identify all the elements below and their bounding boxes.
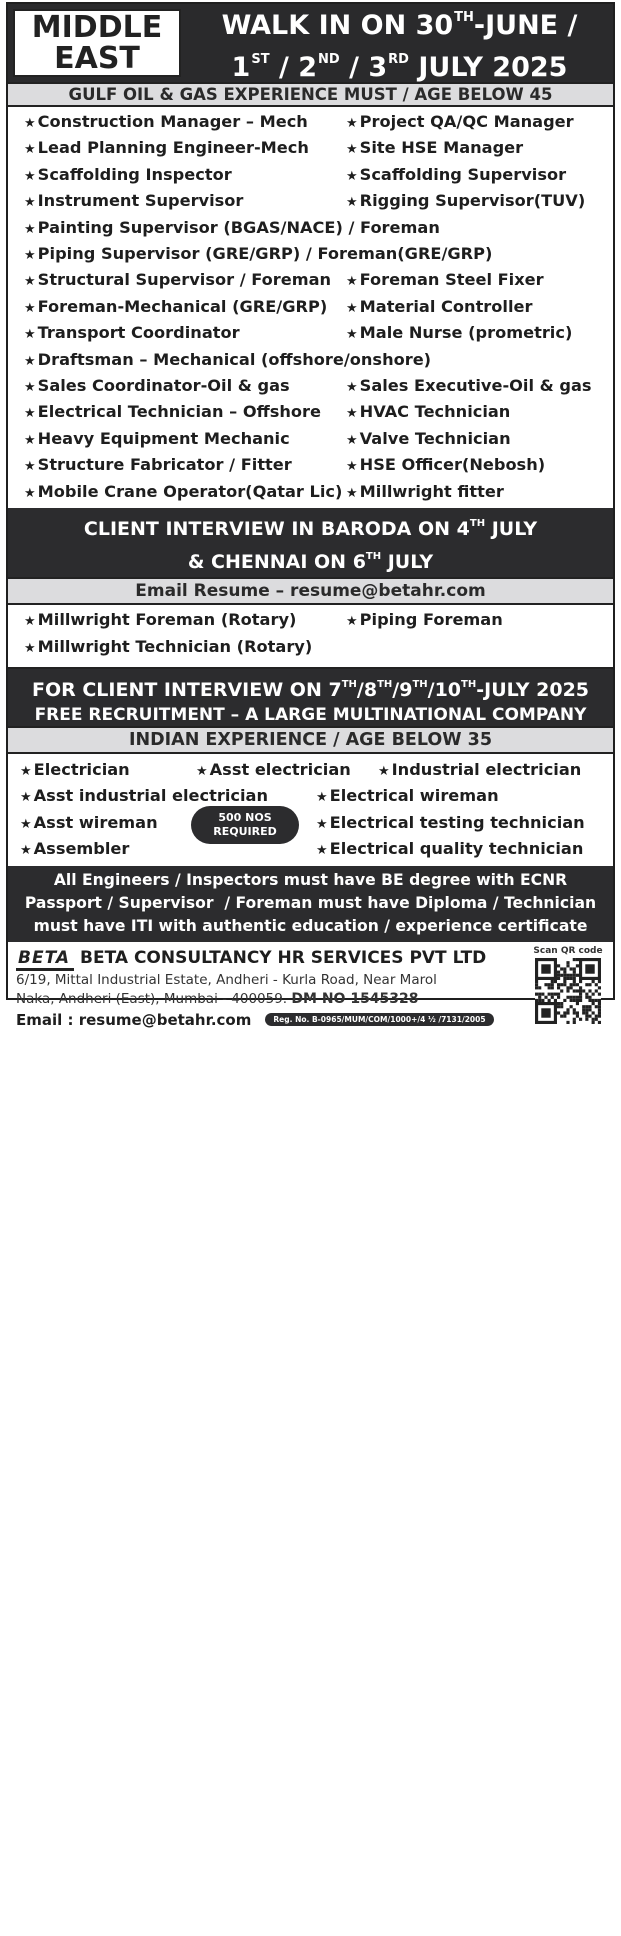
- item-label: Valve Technician: [359, 428, 511, 448]
- star-icon: ★: [24, 168, 36, 184]
- item-label: Foreman Steel Fixer: [359, 270, 544, 290]
- company-name: BETA CONSULTANCY HR SERVICES PVT LTD: [80, 947, 487, 968]
- qualification-note: [8, 866, 613, 942]
- star-icon: ★: [316, 843, 328, 859]
- star-icon: ★: [24, 406, 36, 422]
- star-icon: ★: [24, 614, 36, 630]
- address-line2-row: [16, 990, 516, 1009]
- walkin-suffix: -JUNE /: [473, 10, 578, 41]
- item-label: Lead Planning Engineer-Mech: [37, 138, 309, 158]
- list-item: [24, 480, 346, 506]
- list-item: [24, 400, 346, 426]
- badge-line1: 500 NOS: [218, 810, 272, 824]
- list-item: [346, 136, 613, 162]
- star-icon: ★: [24, 353, 36, 369]
- gulf-positions-list: [8, 107, 613, 508]
- interview2-part1: FOR CLIENT INTERVIEW ON 7: [31, 678, 342, 701]
- item-label: Scaffolding Inspector: [37, 164, 232, 184]
- item-label: Draftsman – Mechanical (offshore/onshore): [37, 349, 432, 369]
- star-icon: ★: [196, 763, 208, 779]
- date-c-sup: RD: [388, 52, 409, 67]
- list-item: [24, 427, 346, 453]
- list-item: [346, 374, 613, 400]
- required-count-badge: [191, 806, 299, 844]
- address: [16, 971, 516, 1009]
- item-label: Piping Foreman: [359, 610, 503, 630]
- item-label: Asst electrician: [209, 759, 351, 779]
- star-icon: ★: [24, 459, 36, 475]
- beta-logo: BETA: [16, 948, 74, 971]
- qr-label: Scan QR code: [533, 945, 603, 956]
- gulf-requirement-band: GULF OIL & GAS EXPERIENCE MUST / AGE BELOW 45: [8, 82, 613, 107]
- interview2-sup4: TH: [461, 678, 477, 690]
- list-item: [24, 635, 613, 661]
- interview2-part4: /10: [427, 678, 462, 701]
- walkin-dates: [186, 4, 613, 82]
- star-icon: ★: [24, 485, 36, 501]
- interview1-line2-prefix: & CHENNAI ON 6: [187, 551, 366, 574]
- item-label: Site HSE Manager: [359, 138, 524, 158]
- list-item: [24, 189, 346, 215]
- email-resume-band: Email Resume – resume@betahr.com: [8, 577, 613, 605]
- star-icon: ★: [24, 221, 36, 237]
- item-label: Millwright fitter: [359, 481, 504, 501]
- star-icon: ★: [24, 300, 36, 316]
- email-row: [16, 1011, 605, 1029]
- rotary-positions-list: [8, 605, 613, 667]
- item-label: HVAC Technician: [359, 402, 511, 422]
- list-item: [316, 837, 583, 864]
- list-item: [24, 608, 346, 634]
- item-label: Scaffolding Supervisor: [359, 164, 567, 184]
- footer-email[interactable]: Email : resume@betahr.com: [16, 1010, 252, 1029]
- star-icon: ★: [316, 816, 328, 832]
- address-line1: 6/19, Mittal Industrial Estate, Andheri - Kurla Road, Near Marol: [16, 971, 437, 988]
- interview-july-dates: [8, 667, 613, 726]
- item-label: Millwright Technician (Rotary): [37, 636, 313, 656]
- qr-section: [531, 946, 605, 1028]
- list-item: [346, 321, 613, 347]
- star-icon: ★: [24, 274, 36, 290]
- region-line1: MIDDLE: [31, 10, 163, 45]
- item-label: Transport Coordinator: [37, 323, 240, 343]
- list-item: [346, 268, 613, 294]
- indian-experience-band: INDIAN EXPERIENCE / AGE BELOW 35: [8, 726, 613, 754]
- header: [8, 4, 613, 82]
- list-item: [316, 784, 499, 811]
- list-item: [24, 110, 346, 136]
- item-label: Project QA/QC Manager: [359, 112, 574, 131]
- star-icon: ★: [24, 327, 36, 343]
- star-icon: ★: [346, 459, 358, 475]
- date-tail: JULY 2025: [408, 52, 568, 83]
- date-b-sup: ND: [318, 52, 340, 67]
- interview1-line1-suffix: JULY: [485, 518, 538, 541]
- registration-number: Reg. No. B-0965/MUM/COM/1000+/4 ½ /7131/2005: [265, 1013, 493, 1026]
- list-item: [346, 608, 613, 634]
- interview2-sup2: TH: [377, 678, 393, 690]
- list-item: [24, 453, 346, 479]
- item-label: Foreman-Mechanical (GRE/GRP): [37, 296, 328, 316]
- interview1-line1: [8, 510, 613, 543]
- star-icon: ★: [20, 790, 32, 806]
- star-icon: ★: [346, 327, 358, 343]
- item-label: Sales Coordinator-Oil & gas: [37, 376, 290, 396]
- item-label: Rigging Supervisor(TUV): [359, 191, 586, 211]
- item-label: Electrical testing technician: [329, 812, 585, 832]
- interview2-line2: FREE RECRUITMENT – A LARGE MULTINATIONAL COMPANY: [34, 704, 587, 725]
- list-item: [346, 163, 613, 189]
- indian-row-4: [20, 837, 613, 864]
- star-icon: ★: [346, 406, 358, 422]
- list-item: [24, 374, 346, 400]
- indian-row-2: [20, 784, 613, 811]
- star-icon: ★: [24, 116, 36, 131]
- job-advertisement: [6, 2, 615, 1029]
- interview1-line2: [8, 543, 613, 576]
- company-footer: [8, 942, 613, 1936]
- item-label: Asst wireman: [33, 812, 158, 832]
- star-icon: ★: [346, 614, 358, 630]
- walkin-sup: TH: [454, 10, 474, 25]
- item-label: Electrician: [33, 759, 130, 779]
- star-icon: ★: [346, 142, 358, 158]
- date-c: / 3: [339, 52, 388, 83]
- item-label: Construction Manager – Mech: [37, 112, 308, 131]
- star-icon: ★: [20, 816, 32, 832]
- interview1-line2-sup: TH: [365, 551, 382, 563]
- date-a: 1: [231, 52, 251, 83]
- star-icon: ★: [346, 300, 358, 316]
- list-item: [24, 321, 346, 347]
- list-item: [24, 242, 613, 268]
- list-item: [378, 758, 581, 785]
- interview2-line1: [8, 671, 613, 704]
- item-label: Structure Fabricator / Fitter: [37, 455, 292, 475]
- indian-positions-list: [8, 754, 613, 866]
- address-line2: Naka, Andheri (East), Mumbai - 400059.: [16, 990, 288, 1007]
- interview2-part2: /8: [356, 678, 378, 701]
- star-icon: ★: [346, 195, 358, 211]
- list-item: [196, 758, 378, 785]
- interview1-line1-sup: TH: [469, 518, 486, 530]
- indian-row-1: [20, 758, 613, 785]
- item-label: Heavy Equipment Mechanic: [37, 428, 290, 448]
- item-label: Electrical Technician – Offshore: [37, 402, 321, 422]
- list-item: [20, 758, 196, 785]
- star-icon: ★: [20, 843, 32, 859]
- qualification-line3: must have ITI with authentic education / experience certificate: [33, 916, 588, 935]
- item-label: HSE Officer(Nebosh): [359, 455, 546, 475]
- indian-row-3: [20, 811, 613, 838]
- qualification-line2: Passport / Supervisor / Foreman must have Diploma / Technician: [24, 893, 597, 912]
- star-icon: ★: [346, 380, 358, 396]
- star-icon: ★: [378, 763, 390, 779]
- qr-code-icon[interactable]: [535, 958, 601, 1024]
- item-label: Assembler: [33, 839, 130, 859]
- star-icon: ★: [346, 116, 358, 131]
- item-label: Piping Supervisor (GRE/GRP) / Foreman(GRE/GRP): [37, 244, 493, 264]
- list-item: [346, 295, 613, 321]
- item-label: Material Controller: [359, 296, 533, 316]
- interview1-line2-suffix: JULY: [381, 551, 434, 574]
- qualification-line1: All Engineers / Inspectors must have BE degree with ECNR: [53, 870, 568, 889]
- item-label: Millwright Foreman (Rotary): [37, 610, 297, 630]
- list-item: [24, 216, 613, 242]
- list-item: [346, 453, 613, 479]
- interview2-sup3: TH: [412, 678, 428, 690]
- region-line2: EAST: [54, 41, 140, 76]
- region-box: [13, 9, 181, 77]
- star-icon: ★: [346, 485, 358, 501]
- item-label: Sales Executive-Oil & gas: [359, 376, 592, 396]
- star-icon: ★: [24, 195, 36, 211]
- star-icon: ★: [346, 274, 358, 290]
- star-icon: ★: [24, 248, 36, 264]
- list-item: [24, 268, 346, 294]
- walkin-line2: [232, 43, 568, 85]
- list-item: [316, 811, 585, 838]
- interview2-part5: -JULY 2025: [476, 678, 590, 701]
- star-icon: ★: [316, 790, 328, 806]
- item-label: Electrical wireman: [329, 786, 499, 806]
- item-label: Asst industrial electrician: [33, 786, 268, 806]
- item-label: Mobile Crane Operator(Qatar Lic): [37, 481, 343, 501]
- walkin-prefix: WALK IN ON 30: [221, 10, 454, 41]
- list-item: [24, 348, 613, 374]
- list-item: [346, 480, 613, 506]
- star-icon: ★: [20, 763, 32, 779]
- list-item: [346, 110, 613, 136]
- badge-line2: REQUIRED: [213, 824, 277, 838]
- list-item: [346, 427, 613, 453]
- star-icon: ★: [24, 142, 36, 158]
- item-label: Male Nurse (prometric): [359, 323, 573, 343]
- interview2-part3: /9: [392, 678, 413, 701]
- date-a-sup: ST: [251, 52, 270, 67]
- list-item: [24, 136, 346, 162]
- item-label: Structural Supervisor / Foreman: [37, 270, 332, 290]
- company-line: [16, 945, 605, 971]
- star-icon: ★: [24, 640, 36, 656]
- dm-number: DM NO 1545328: [291, 990, 419, 1007]
- interview1-line1-prefix: CLIENT INTERVIEW IN BARODA ON 4: [83, 518, 470, 541]
- list-item: [346, 189, 613, 215]
- item-label: Painting Supervisor (BGAS/NACE) / Foreman: [37, 217, 440, 237]
- item-label: Electrical quality technician: [329, 839, 584, 859]
- item-label: Industrial electrician: [391, 759, 582, 779]
- walkin-line1: [222, 1, 578, 43]
- list-item: [24, 295, 346, 321]
- list-item: [346, 400, 613, 426]
- list-item: [24, 163, 346, 189]
- star-icon: ★: [346, 432, 358, 448]
- star-icon: ★: [346, 168, 358, 184]
- interview2-sup1: TH: [341, 678, 357, 690]
- date-b: / 2: [269, 52, 318, 83]
- item-label: Instrument Supervisor: [37, 191, 244, 211]
- interview-baroda-chennai: [8, 508, 613, 577]
- star-icon: ★: [24, 432, 36, 448]
- star-icon: ★: [24, 380, 36, 396]
